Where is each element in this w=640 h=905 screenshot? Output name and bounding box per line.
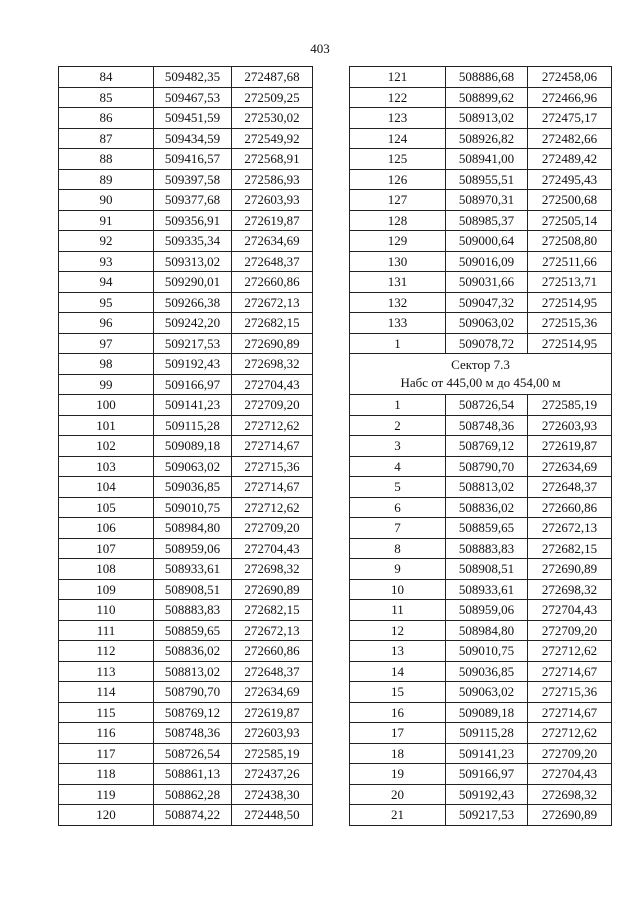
y-coordinate-cell: 272682,15 bbox=[528, 538, 612, 559]
point-number-cell: 117 bbox=[59, 743, 154, 764]
y-coordinate-cell: 272634,69 bbox=[528, 456, 612, 477]
table-row bbox=[350, 518, 612, 539]
y-coordinate-cell: 272603,93 bbox=[232, 190, 313, 211]
x-coordinate-cell: 509434,59 bbox=[154, 128, 232, 149]
table-row bbox=[350, 272, 612, 293]
table-row bbox=[350, 579, 612, 600]
point-number-cell: 7 bbox=[350, 518, 446, 539]
y-coordinate-cell: 272508,80 bbox=[528, 231, 612, 252]
x-coordinate-cell: 508813,02 bbox=[154, 661, 232, 682]
table-row bbox=[59, 743, 313, 764]
y-coordinate-cell: 272672,13 bbox=[232, 620, 313, 641]
table-row bbox=[350, 149, 612, 170]
point-number-cell: 103 bbox=[59, 456, 154, 477]
table-row bbox=[350, 702, 612, 723]
point-number-cell: 116 bbox=[59, 723, 154, 744]
table-row bbox=[350, 764, 612, 785]
point-number-cell: 105 bbox=[59, 497, 154, 518]
x-coordinate-cell: 508883,83 bbox=[154, 600, 232, 621]
y-coordinate-cell: 272466,96 bbox=[528, 87, 612, 108]
point-number-cell: 11 bbox=[350, 600, 446, 621]
point-number-cell: 85 bbox=[59, 87, 154, 108]
table-row bbox=[59, 477, 313, 498]
sector-header-cell bbox=[350, 354, 612, 395]
y-coordinate-cell: 272603,93 bbox=[232, 723, 313, 744]
point-number-cell: 133 bbox=[350, 313, 446, 334]
x-coordinate-cell: 509036,85 bbox=[446, 661, 528, 682]
y-coordinate-cell: 272712,62 bbox=[528, 641, 612, 662]
table-row bbox=[59, 333, 313, 354]
x-coordinate-cell: 508862,28 bbox=[154, 784, 232, 805]
table-row bbox=[59, 661, 313, 682]
point-number-cell: 13 bbox=[350, 641, 446, 662]
table-row bbox=[59, 67, 313, 88]
x-coordinate-cell: 509266,38 bbox=[154, 292, 232, 313]
point-number-cell: 104 bbox=[59, 477, 154, 498]
x-coordinate-cell: 509063,02 bbox=[446, 682, 528, 703]
y-coordinate-cell: 272712,62 bbox=[232, 415, 313, 436]
point-number-cell: 132 bbox=[350, 292, 446, 313]
table-row bbox=[59, 354, 313, 375]
x-coordinate-cell: 509192,43 bbox=[446, 784, 528, 805]
y-coordinate-cell: 272690,89 bbox=[232, 333, 313, 354]
x-coordinate-cell: 509242,20 bbox=[154, 313, 232, 334]
table-row bbox=[350, 87, 612, 108]
y-coordinate-cell: 272714,67 bbox=[232, 436, 313, 457]
point-number-cell: 88 bbox=[59, 149, 154, 170]
y-coordinate-cell: 272514,95 bbox=[528, 292, 612, 313]
point-number-cell: 14 bbox=[350, 661, 446, 682]
x-coordinate-cell: 508941,00 bbox=[446, 149, 528, 170]
table-row bbox=[59, 702, 313, 723]
x-coordinate-cell: 508933,61 bbox=[446, 579, 528, 600]
y-coordinate-cell: 272513,71 bbox=[528, 272, 612, 293]
table-row bbox=[350, 497, 612, 518]
point-number-cell: 16 bbox=[350, 702, 446, 723]
y-coordinate-cell: 272709,20 bbox=[528, 743, 612, 764]
point-number-cell: 15 bbox=[350, 682, 446, 703]
y-coordinate-cell: 272487,68 bbox=[232, 67, 313, 88]
x-coordinate-cell: 509115,28 bbox=[446, 723, 528, 744]
x-coordinate-cell: 508985,37 bbox=[446, 210, 528, 231]
point-number-cell: 84 bbox=[59, 67, 154, 88]
point-number-cell: 10 bbox=[350, 579, 446, 600]
x-coordinate-cell: 508836,02 bbox=[446, 497, 528, 518]
y-coordinate-cell: 272709,20 bbox=[232, 518, 313, 539]
table-row bbox=[59, 579, 313, 600]
table-row bbox=[59, 559, 313, 580]
table-row bbox=[350, 333, 612, 354]
x-coordinate-cell: 509141,23 bbox=[446, 743, 528, 764]
x-coordinate-cell: 509217,53 bbox=[154, 333, 232, 354]
x-coordinate-cell: 508769,12 bbox=[154, 702, 232, 723]
point-number-cell: 127 bbox=[350, 190, 446, 211]
point-number-cell: 126 bbox=[350, 169, 446, 190]
x-coordinate-cell: 509089,18 bbox=[154, 436, 232, 457]
y-coordinate-cell: 272586,93 bbox=[232, 169, 313, 190]
y-coordinate-cell: 272549,92 bbox=[232, 128, 313, 149]
y-coordinate-cell: 272648,37 bbox=[232, 661, 313, 682]
table-row bbox=[59, 620, 313, 641]
table-row bbox=[59, 190, 313, 211]
point-number-cell: 110 bbox=[59, 600, 154, 621]
table-row bbox=[350, 784, 612, 805]
x-coordinate-cell: 508899,62 bbox=[446, 87, 528, 108]
y-coordinate-cell: 272704,43 bbox=[528, 764, 612, 785]
y-coordinate-cell: 272672,13 bbox=[528, 518, 612, 539]
point-number-cell: 115 bbox=[59, 702, 154, 723]
x-coordinate-cell: 508769,12 bbox=[446, 436, 528, 457]
table-row bbox=[59, 641, 313, 662]
x-coordinate-cell: 508726,54 bbox=[154, 743, 232, 764]
table-row bbox=[59, 415, 313, 436]
x-coordinate-cell: 509016,09 bbox=[446, 251, 528, 272]
y-coordinate-cell: 272458,06 bbox=[528, 67, 612, 88]
x-coordinate-cell: 509313,02 bbox=[154, 251, 232, 272]
x-coordinate-cell: 508874,22 bbox=[154, 805, 232, 826]
point-number-cell: 128 bbox=[350, 210, 446, 231]
point-number-cell: 130 bbox=[350, 251, 446, 272]
table-row bbox=[59, 497, 313, 518]
x-coordinate-cell: 508859,65 bbox=[154, 620, 232, 641]
y-coordinate-cell: 272437,26 bbox=[232, 764, 313, 785]
right-table-body-before bbox=[350, 67, 612, 354]
y-coordinate-cell: 272698,32 bbox=[528, 579, 612, 600]
y-coordinate-cell: 272568,91 bbox=[232, 149, 313, 170]
point-number-cell: 102 bbox=[59, 436, 154, 457]
y-coordinate-cell: 272482,66 bbox=[528, 128, 612, 149]
y-coordinate-cell: 272511,66 bbox=[528, 251, 612, 272]
table-row bbox=[59, 395, 313, 416]
y-coordinate-cell: 272660,86 bbox=[232, 272, 313, 293]
y-coordinate-cell: 272660,86 bbox=[528, 497, 612, 518]
x-coordinate-cell: 509482,35 bbox=[154, 67, 232, 88]
x-coordinate-cell: 509356,91 bbox=[154, 210, 232, 231]
point-number-cell: 86 bbox=[59, 108, 154, 129]
point-number-cell: 114 bbox=[59, 682, 154, 703]
sector-title: Сектор 7.3 bbox=[451, 357, 510, 373]
point-number-cell: 108 bbox=[59, 559, 154, 580]
table-row bbox=[350, 641, 612, 662]
point-number-cell: 109 bbox=[59, 579, 154, 600]
x-coordinate-cell: 508726,54 bbox=[446, 395, 528, 416]
y-coordinate-cell: 272704,43 bbox=[232, 538, 313, 559]
x-coordinate-cell: 509290,01 bbox=[154, 272, 232, 293]
right-table-body-after bbox=[350, 395, 612, 826]
y-coordinate-cell: 272489,42 bbox=[528, 149, 612, 170]
x-coordinate-cell: 508790,70 bbox=[446, 456, 528, 477]
table-row bbox=[59, 682, 313, 703]
x-coordinate-cell: 509377,68 bbox=[154, 190, 232, 211]
y-coordinate-cell: 272690,89 bbox=[232, 579, 313, 600]
x-coordinate-cell: 509141,23 bbox=[154, 395, 232, 416]
point-number-cell: 2 bbox=[350, 415, 446, 436]
point-number-cell: 91 bbox=[59, 210, 154, 231]
y-coordinate-cell: 272438,30 bbox=[232, 784, 313, 805]
y-coordinate-cell: 272660,86 bbox=[232, 641, 313, 662]
x-coordinate-cell: 509397,58 bbox=[154, 169, 232, 190]
point-number-cell: 121 bbox=[350, 67, 446, 88]
x-coordinate-cell: 509166,97 bbox=[154, 374, 232, 395]
table-row bbox=[350, 128, 612, 149]
point-number-cell: 113 bbox=[59, 661, 154, 682]
point-number-cell: 96 bbox=[59, 313, 154, 334]
table-row bbox=[59, 313, 313, 334]
table-row bbox=[350, 169, 612, 190]
y-coordinate-cell: 272648,37 bbox=[232, 251, 313, 272]
x-coordinate-cell: 509467,53 bbox=[154, 87, 232, 108]
y-coordinate-cell: 272698,32 bbox=[528, 784, 612, 805]
y-coordinate-cell: 272515,36 bbox=[528, 313, 612, 334]
left-table-body bbox=[59, 67, 313, 826]
table-row bbox=[350, 620, 612, 641]
table-row bbox=[59, 600, 313, 621]
point-number-cell: 9 bbox=[350, 559, 446, 580]
y-coordinate-cell: 272603,93 bbox=[528, 415, 612, 436]
y-coordinate-cell: 272505,14 bbox=[528, 210, 612, 231]
x-coordinate-cell: 509451,59 bbox=[154, 108, 232, 129]
y-coordinate-cell: 272514,95 bbox=[528, 333, 612, 354]
point-number-cell: 124 bbox=[350, 128, 446, 149]
y-coordinate-cell: 272714,67 bbox=[232, 477, 313, 498]
y-coordinate-cell: 272619,87 bbox=[232, 702, 313, 723]
x-coordinate-cell: 509010,75 bbox=[154, 497, 232, 518]
y-coordinate-cell: 272448,50 bbox=[232, 805, 313, 826]
x-coordinate-cell: 509036,85 bbox=[154, 477, 232, 498]
sector-elevation-range: Набс от 445,00 м до 454,00 м bbox=[400, 375, 561, 390]
table-row bbox=[350, 538, 612, 559]
x-coordinate-cell: 508955,51 bbox=[446, 169, 528, 190]
point-number-cell: 5 bbox=[350, 477, 446, 498]
y-coordinate-cell: 272475,17 bbox=[528, 108, 612, 129]
x-coordinate-cell: 509031,66 bbox=[446, 272, 528, 293]
table-row bbox=[59, 169, 313, 190]
table-row bbox=[59, 456, 313, 477]
point-number-cell: 129 bbox=[350, 231, 446, 252]
point-number-cell: 3 bbox=[350, 436, 446, 457]
table-row bbox=[59, 518, 313, 539]
table-row bbox=[59, 805, 313, 826]
table-row bbox=[350, 415, 612, 436]
y-coordinate-cell: 272714,67 bbox=[528, 702, 612, 723]
x-coordinate-cell: 508984,80 bbox=[154, 518, 232, 539]
sector-header-row bbox=[350, 354, 612, 395]
point-number-cell: 17 bbox=[350, 723, 446, 744]
point-number-cell: 92 bbox=[59, 231, 154, 252]
table-row bbox=[59, 764, 313, 785]
x-coordinate-cell: 508790,70 bbox=[154, 682, 232, 703]
x-coordinate-cell: 508959,06 bbox=[154, 538, 232, 559]
table-row bbox=[350, 600, 612, 621]
y-coordinate-cell: 272709,20 bbox=[528, 620, 612, 641]
table-row bbox=[59, 128, 313, 149]
table-row bbox=[350, 210, 612, 231]
table-row bbox=[350, 805, 612, 826]
x-coordinate-cell: 508813,02 bbox=[446, 477, 528, 498]
table-row bbox=[350, 436, 612, 457]
y-coordinate-cell: 272690,89 bbox=[528, 559, 612, 580]
x-coordinate-cell: 508908,51 bbox=[154, 579, 232, 600]
table-row bbox=[59, 87, 313, 108]
x-coordinate-cell: 508959,06 bbox=[446, 600, 528, 621]
x-coordinate-cell: 508883,83 bbox=[446, 538, 528, 559]
table-row bbox=[350, 67, 612, 88]
x-coordinate-cell: 509089,18 bbox=[446, 702, 528, 723]
table-row bbox=[59, 272, 313, 293]
table-row bbox=[350, 108, 612, 129]
point-number-cell: 8 bbox=[350, 538, 446, 559]
y-coordinate-cell: 272672,13 bbox=[232, 292, 313, 313]
point-number-cell: 19 bbox=[350, 764, 446, 785]
y-coordinate-cell: 272509,25 bbox=[232, 87, 313, 108]
x-coordinate-cell: 508933,61 bbox=[154, 559, 232, 580]
point-number-cell: 1 bbox=[350, 395, 446, 416]
x-coordinate-cell: 509115,28 bbox=[154, 415, 232, 436]
y-coordinate-cell: 272530,02 bbox=[232, 108, 313, 129]
y-coordinate-cell: 272715,36 bbox=[528, 682, 612, 703]
point-number-cell: 21 bbox=[350, 805, 446, 826]
table-row bbox=[350, 559, 612, 580]
y-coordinate-cell: 272634,69 bbox=[232, 231, 313, 252]
point-number-cell: 18 bbox=[350, 743, 446, 764]
x-coordinate-cell: 509010,75 bbox=[446, 641, 528, 662]
table-row bbox=[59, 436, 313, 457]
table-row bbox=[350, 477, 612, 498]
table-row bbox=[59, 374, 313, 395]
sector-header-group bbox=[350, 354, 612, 395]
point-number-cell: 123 bbox=[350, 108, 446, 129]
x-coordinate-cell: 508970,31 bbox=[446, 190, 528, 211]
table-row bbox=[350, 190, 612, 211]
x-coordinate-cell: 508913,02 bbox=[446, 108, 528, 129]
point-number-cell: 112 bbox=[59, 641, 154, 662]
point-number-cell: 93 bbox=[59, 251, 154, 272]
x-coordinate-cell: 508748,36 bbox=[154, 723, 232, 744]
x-coordinate-cell: 508859,65 bbox=[446, 518, 528, 539]
table-row bbox=[350, 313, 612, 334]
y-coordinate-cell: 272715,36 bbox=[232, 456, 313, 477]
x-coordinate-cell: 508861,13 bbox=[154, 764, 232, 785]
x-coordinate-cell: 508984,80 bbox=[446, 620, 528, 641]
table-row bbox=[59, 723, 313, 744]
point-number-cell: 6 bbox=[350, 497, 446, 518]
x-coordinate-cell: 509078,72 bbox=[446, 333, 528, 354]
x-coordinate-cell: 508926,82 bbox=[446, 128, 528, 149]
point-number-cell: 125 bbox=[350, 149, 446, 170]
point-number-cell: 87 bbox=[59, 128, 154, 149]
table-row bbox=[350, 456, 612, 477]
point-number-cell: 101 bbox=[59, 415, 154, 436]
y-coordinate-cell: 272682,15 bbox=[232, 600, 313, 621]
x-coordinate-cell: 509166,97 bbox=[446, 764, 528, 785]
x-coordinate-cell: 509192,43 bbox=[154, 354, 232, 375]
coordinates-table-left bbox=[58, 66, 313, 826]
x-coordinate-cell: 509217,53 bbox=[446, 805, 528, 826]
table-row bbox=[59, 149, 313, 170]
x-coordinate-cell: 508886,68 bbox=[446, 67, 528, 88]
x-coordinate-cell: 509047,32 bbox=[446, 292, 528, 313]
point-number-cell: 131 bbox=[350, 272, 446, 293]
y-coordinate-cell: 272682,15 bbox=[232, 313, 313, 334]
table-row bbox=[350, 292, 612, 313]
x-coordinate-cell: 509335,34 bbox=[154, 231, 232, 252]
y-coordinate-cell: 272619,87 bbox=[528, 436, 612, 457]
y-coordinate-cell: 272712,62 bbox=[232, 497, 313, 518]
y-coordinate-cell: 272495,43 bbox=[528, 169, 612, 190]
page-number: 403 bbox=[310, 41, 330, 56]
y-coordinate-cell: 272690,89 bbox=[528, 805, 612, 826]
y-coordinate-cell: 272698,32 bbox=[232, 354, 313, 375]
x-coordinate-cell: 509063,02 bbox=[154, 456, 232, 477]
point-number-cell: 118 bbox=[59, 764, 154, 785]
table-row bbox=[59, 784, 313, 805]
table-row bbox=[59, 251, 313, 272]
point-number-cell: 1 bbox=[350, 333, 446, 354]
y-coordinate-cell: 272585,19 bbox=[528, 395, 612, 416]
y-coordinate-cell: 272698,32 bbox=[232, 559, 313, 580]
y-coordinate-cell: 272619,87 bbox=[232, 210, 313, 231]
y-coordinate-cell: 272714,67 bbox=[528, 661, 612, 682]
point-number-cell: 98 bbox=[59, 354, 154, 375]
x-coordinate-cell: 509000,64 bbox=[446, 231, 528, 252]
y-coordinate-cell: 272648,37 bbox=[528, 477, 612, 498]
point-number-cell: 111 bbox=[59, 620, 154, 641]
table-row bbox=[59, 108, 313, 129]
table-row bbox=[350, 395, 612, 416]
point-number-cell: 119 bbox=[59, 784, 154, 805]
point-number-cell: 90 bbox=[59, 190, 154, 211]
point-number-cell: 95 bbox=[59, 292, 154, 313]
point-number-cell: 99 bbox=[59, 374, 154, 395]
y-coordinate-cell: 272634,69 bbox=[232, 682, 313, 703]
point-number-cell: 122 bbox=[350, 87, 446, 108]
y-coordinate-cell: 272712,62 bbox=[528, 723, 612, 744]
table-row bbox=[350, 661, 612, 682]
point-number-cell: 100 bbox=[59, 395, 154, 416]
table-row bbox=[59, 292, 313, 313]
table-row bbox=[350, 723, 612, 744]
table-row bbox=[350, 743, 612, 764]
point-number-cell: 89 bbox=[59, 169, 154, 190]
point-number-cell: 4 bbox=[350, 456, 446, 477]
table-row bbox=[59, 210, 313, 231]
point-number-cell: 94 bbox=[59, 272, 154, 293]
table-row bbox=[350, 251, 612, 272]
x-coordinate-cell: 508748,36 bbox=[446, 415, 528, 436]
x-coordinate-cell: 508908,51 bbox=[446, 559, 528, 580]
x-coordinate-cell: 509416,57 bbox=[154, 149, 232, 170]
coordinates-table-right bbox=[349, 66, 612, 826]
y-coordinate-cell: 272585,19 bbox=[232, 743, 313, 764]
point-number-cell: 12 bbox=[350, 620, 446, 641]
point-number-cell: 106 bbox=[59, 518, 154, 539]
y-coordinate-cell: 272704,43 bbox=[528, 600, 612, 621]
table-row bbox=[59, 538, 313, 559]
table-row bbox=[59, 231, 313, 252]
x-coordinate-cell: 508836,02 bbox=[154, 641, 232, 662]
point-number-cell: 107 bbox=[59, 538, 154, 559]
table-row bbox=[350, 231, 612, 252]
point-number-cell: 120 bbox=[59, 805, 154, 826]
y-coordinate-cell: 272704,43 bbox=[232, 374, 313, 395]
point-number-cell: 97 bbox=[59, 333, 154, 354]
x-coordinate-cell: 509063,02 bbox=[446, 313, 528, 334]
y-coordinate-cell: 272709,20 bbox=[232, 395, 313, 416]
table-row bbox=[350, 682, 612, 703]
y-coordinate-cell: 272500,68 bbox=[528, 190, 612, 211]
point-number-cell: 20 bbox=[350, 784, 446, 805]
